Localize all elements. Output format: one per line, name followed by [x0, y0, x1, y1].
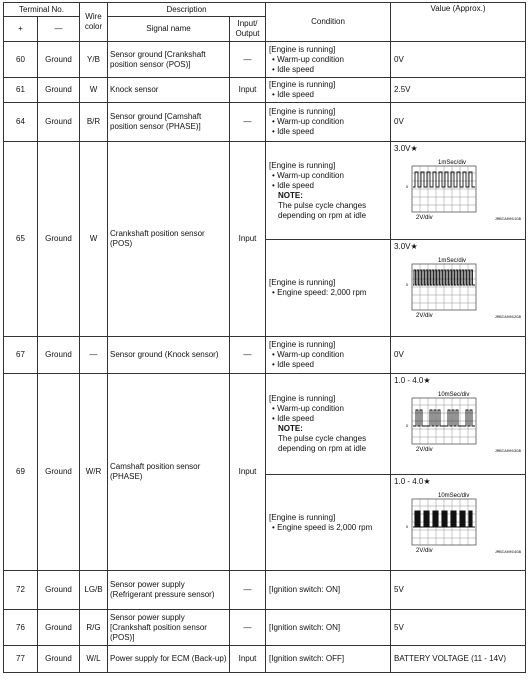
signal-name: Sensor ground [Camshaft position sensor (PHASE)]	[108, 103, 230, 142]
value-waveform	[391, 142, 526, 240]
table-row	[4, 646, 526, 673]
io-header: Input/ Output	[230, 17, 266, 42]
terminal-plus: 69	[4, 374, 38, 571]
io-value: Input	[230, 142, 266, 337]
terminal-minus: Ground	[38, 646, 80, 673]
io-value: —	[230, 42, 266, 78]
signal-name: Knock sensor	[108, 78, 230, 103]
table-row	[4, 142, 526, 240]
condition: [Ignition switch: ON]	[266, 610, 391, 646]
timebase-label: 10mSec/div	[438, 392, 470, 398]
wire-color: R/G	[80, 610, 108, 646]
value: BATTERY VOLTAGE (11 - 14V)	[391, 646, 526, 673]
table-row	[4, 610, 526, 646]
terminal-minus: Ground	[38, 374, 80, 571]
terminal-plus: 67	[4, 337, 38, 374]
condition: [Ignition switch: ON]	[266, 571, 391, 610]
volt-label: 2V/div	[416, 447, 433, 453]
svg-text:0: 0	[406, 423, 409, 428]
waveform-value: 1.0 - 4.0★	[394, 376, 431, 385]
wire-color: —	[80, 337, 108, 374]
signal-name: Sensor ground (Knock sensor)	[108, 337, 230, 374]
signal-name: Sensor power supply (Refrigerant pressure sensor)	[108, 571, 230, 610]
ecm-terminal-table	[3, 2, 526, 673]
condition: [Engine is running] • Engine speed: 2,000 rpm	[266, 240, 391, 337]
terminal-minus: Ground	[38, 78, 80, 103]
pulse-trace	[413, 511, 475, 527]
condition: [Engine is running] • Warm-up condition • Idle speed	[266, 103, 391, 142]
io-value: Input	[230, 374, 266, 571]
table-row	[4, 374, 526, 475]
terminal-minus: Ground	[38, 337, 80, 374]
value-waveform	[391, 374, 526, 475]
waveform-chart	[394, 240, 524, 324]
value-waveform	[391, 475, 526, 571]
terminal-plus: 72	[4, 571, 38, 610]
figure-id: JMBIA0062GB	[494, 316, 522, 320]
oscilloscope	[394, 475, 523, 559]
wire-color: Y/B	[80, 42, 108, 78]
value: 5V	[391, 610, 526, 646]
waveform-value: 3.0V★	[394, 144, 418, 153]
condition: [Engine is running] • Idle speed	[266, 78, 391, 103]
pulse-trace	[413, 270, 475, 285]
value: 5V	[391, 571, 526, 610]
oscilloscope	[394, 240, 523, 324]
terminal-minus: Ground	[38, 142, 80, 337]
value: 2.5V	[391, 78, 526, 103]
table-row	[4, 103, 526, 142]
io-value: —	[230, 337, 266, 374]
svg-text:0: 0	[406, 184, 409, 189]
value-header: Value (Approx.)	[391, 3, 526, 42]
waveform-chart	[394, 142, 524, 226]
table-row	[4, 42, 526, 78]
waveform-chart	[394, 374, 524, 458]
svg-text:0: 0	[406, 524, 409, 529]
figure-id: JMBIA0064GB	[494, 551, 522, 555]
condition: [Engine is running] • Warm-up condition • Idle speed NOTE: The pulse cycle changes depending on rpm at idle	[266, 142, 391, 240]
terminal-plus: 60	[4, 42, 38, 78]
condition: [Engine is running] • Engine speed is 2,000 rpm	[266, 475, 391, 571]
io-value: —	[230, 103, 266, 142]
wire-color: W	[80, 142, 108, 337]
wire-color: W/L	[80, 646, 108, 673]
minus-header: —	[38, 17, 80, 42]
signal-name: Crankshaft position sensor (POS)	[108, 142, 230, 337]
oscilloscope	[394, 142, 523, 226]
terminal-plus: 77	[4, 646, 38, 673]
volt-label: 2V/div	[416, 313, 433, 319]
table-row	[4, 78, 526, 103]
oscilloscope	[394, 374, 523, 458]
condition: [Engine is running] • Warm-up condition • Idle speed	[266, 337, 391, 374]
wire-color: W/R	[80, 374, 108, 571]
io-value: —	[230, 610, 266, 646]
terminal-plus: 64	[4, 103, 38, 142]
waveform-value: 1.0 - 4.0★	[394, 477, 431, 486]
condition: [Engine is running] • Warm-up condition • Idle speed NOTE: The pulse cycle changes depending on rpm at idle	[266, 374, 391, 475]
terminal-minus: Ground	[38, 610, 80, 646]
wire-color-header: Wire color	[80, 3, 108, 42]
wire-color: B/R	[80, 103, 108, 142]
terminal-plus: 76	[4, 610, 38, 646]
io-value: Input	[230, 78, 266, 103]
table-row	[4, 571, 526, 610]
timebase-label: 1mSec/div	[438, 258, 467, 264]
table-row	[4, 337, 526, 374]
timebase-label: 1mSec/div	[438, 160, 467, 166]
wire-color: W	[80, 78, 108, 103]
terminal-no-header: Terminal No.	[4, 3, 80, 17]
value: 0V	[391, 337, 526, 374]
volt-label: 2V/div	[416, 215, 433, 221]
io-value: Input	[230, 646, 266, 673]
terminal-minus: Ground	[38, 571, 80, 610]
signal-name: Sensor power supply [Crankshaft position sensor (POS)]	[108, 610, 230, 646]
condition-header: Condition	[266, 3, 391, 42]
plus-header: +	[4, 17, 38, 42]
wire-color: LG/B	[80, 571, 108, 610]
signal-name: Power supply for ECM (Back-up)	[108, 646, 230, 673]
svg-text:0: 0	[406, 282, 409, 287]
io-value: —	[230, 571, 266, 610]
condition: [Ignition switch: OFF]	[266, 646, 391, 673]
figure-id: JMBIA0061GB	[494, 218, 522, 222]
signal-name: Sensor ground [Crankshaft position sensor (POS)]	[108, 42, 230, 78]
waveform-value: 3.0V★	[394, 242, 418, 251]
value: 0V	[391, 103, 526, 142]
terminal-plus: 65	[4, 142, 38, 337]
signal-name: Camshaft position sensor (PHASE)	[108, 374, 230, 571]
volt-label: 2V/div	[416, 548, 433, 554]
terminal-plus: 61	[4, 78, 38, 103]
terminal-minus: Ground	[38, 103, 80, 142]
signal-name-header: Signal name	[108, 17, 230, 42]
value-waveform	[391, 240, 526, 337]
value: 0V	[391, 42, 526, 78]
waveform-chart	[394, 475, 524, 559]
figure-id: JMBIA0063GB	[494, 450, 522, 454]
description-header: Description	[108, 3, 266, 17]
terminal-minus: Ground	[38, 42, 80, 78]
condition: [Engine is running] • Warm-up condition • Idle speed	[266, 42, 391, 78]
timebase-label: 10mSec/div	[438, 493, 470, 499]
